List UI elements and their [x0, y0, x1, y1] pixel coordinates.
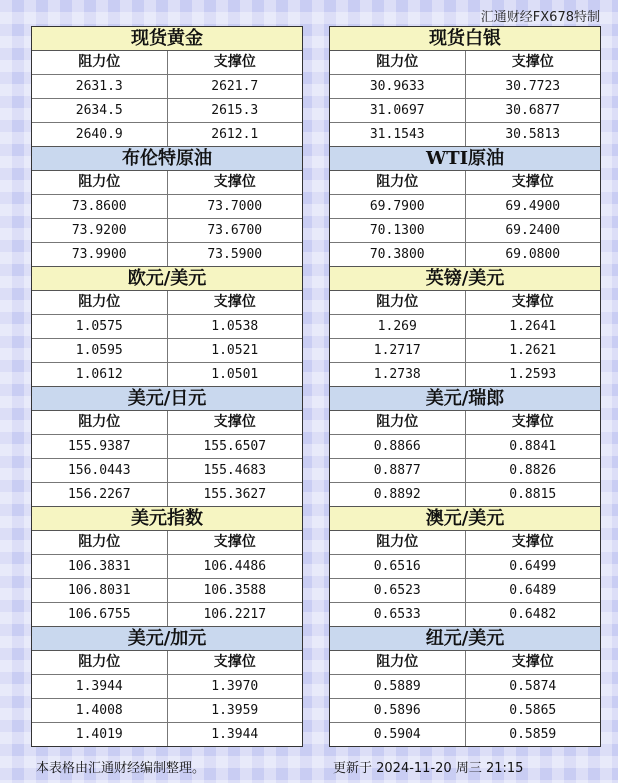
support-header: 支撑位 — [511, 414, 554, 430]
section-title: 美元/加元 — [32, 627, 302, 651]
quote-section — [330, 387, 600, 507]
support-value: 1.2621 — [509, 343, 557, 358]
resistance-value: 30.9633 — [330, 75, 466, 98]
column-header-row — [330, 531, 600, 555]
support-header: 支撑位 — [511, 654, 554, 670]
quote-section — [32, 147, 302, 267]
resistance-value: 155.9387 — [32, 435, 168, 458]
section-title: 现货白银 — [330, 27, 600, 51]
column-header-row — [330, 411, 600, 435]
resistance-value: 2631.3 — [32, 75, 168, 98]
support-header: 支撑位 — [511, 534, 554, 550]
support-header: 支撑位 — [213, 294, 256, 310]
support-value: 1.0501 — [211, 367, 259, 382]
support-value: 155.4683 — [203, 463, 267, 478]
support-value: 0.5859 — [509, 727, 557, 742]
table-row — [32, 435, 302, 459]
table-row — [32, 699, 302, 723]
table-row — [32, 243, 302, 267]
table-row — [330, 243, 600, 267]
quote-section — [330, 627, 600, 746]
support-header: 支撑位 — [213, 534, 256, 550]
resistance-header: 阻力位 — [330, 171, 466, 194]
support-value: 2621.7 — [211, 79, 259, 94]
section-title: 布伦特原油 — [32, 147, 302, 171]
table-row — [330, 555, 600, 579]
column-header-row — [32, 531, 302, 555]
resistance-value: 106.3831 — [32, 555, 168, 578]
table-row — [32, 363, 302, 387]
support-header: 支撑位 — [213, 654, 256, 670]
column-header-row — [32, 651, 302, 675]
column-header-row — [330, 51, 600, 75]
support-value: 0.8841 — [509, 439, 557, 454]
table-row — [330, 603, 600, 627]
resistance-value: 73.9200 — [32, 219, 168, 242]
quote-section — [330, 27, 600, 147]
table-row — [32, 555, 302, 579]
support-value: 30.6877 — [505, 103, 561, 118]
table-row — [32, 315, 302, 339]
column-header-row — [32, 411, 302, 435]
resistance-header: 阻力位 — [32, 531, 168, 554]
resistance-header: 阻力位 — [32, 291, 168, 314]
resistance-value: 69.7900 — [330, 195, 466, 218]
table-row — [32, 675, 302, 699]
resistance-value: 70.1300 — [330, 219, 466, 242]
quote-section — [32, 627, 302, 746]
support-header: 支撑位 — [213, 174, 256, 190]
support-value: 30.5813 — [505, 127, 561, 142]
resistance-value: 73.8600 — [32, 195, 168, 218]
table-row — [330, 435, 600, 459]
resistance-value: 0.8866 — [330, 435, 466, 458]
support-header: 支撑位 — [511, 294, 554, 310]
resistance-value: 0.6523 — [330, 579, 466, 602]
column-header-row — [330, 171, 600, 195]
resistance-value: 156.2267 — [32, 483, 168, 506]
resistance-header: 阻力位 — [330, 291, 466, 314]
footer-note: 本表格由汇通财经编制整理。 — [36, 761, 206, 776]
table-row — [32, 603, 302, 627]
table-row — [330, 363, 600, 387]
resistance-value: 1.0595 — [32, 339, 168, 362]
resistance-value: 1.0575 — [32, 315, 168, 338]
resistance-value: 1.2717 — [330, 339, 466, 362]
table-row — [330, 723, 600, 746]
table-row — [330, 483, 600, 507]
support-value: 2612.1 — [211, 127, 259, 142]
resistance-value: 31.0697 — [330, 99, 466, 122]
left-column — [31, 26, 303, 747]
resistance-value: 0.5896 — [330, 699, 466, 722]
support-header: 支撑位 — [213, 54, 256, 70]
resistance-header: 阻力位 — [330, 51, 466, 74]
resistance-header: 阻力位 — [32, 411, 168, 434]
resistance-header: 阻力位 — [32, 651, 168, 674]
table-row — [32, 459, 302, 483]
table-row — [32, 723, 302, 746]
support-value: 2615.3 — [211, 103, 259, 118]
section-title: 欧元/美元 — [32, 267, 302, 291]
table-row — [32, 483, 302, 507]
table-row — [330, 219, 600, 243]
table-row — [32, 339, 302, 363]
support-value: 69.0800 — [505, 247, 561, 262]
support-value: 73.5900 — [207, 247, 263, 262]
support-value: 73.7000 — [207, 199, 263, 214]
quote-section — [32, 27, 302, 147]
resistance-value: 1.3944 — [32, 675, 168, 698]
resistance-value: 0.6533 — [330, 603, 466, 626]
section-title: 美元/瑞郎 — [330, 387, 600, 411]
resistance-value: 2634.5 — [32, 99, 168, 122]
table-row — [32, 75, 302, 99]
table-row — [330, 579, 600, 603]
support-value: 1.0521 — [211, 343, 259, 358]
resistance-header: 阻力位 — [330, 411, 466, 434]
support-value: 1.0538 — [211, 319, 259, 334]
support-value: 0.8826 — [509, 463, 557, 478]
support-value: 69.4900 — [505, 199, 561, 214]
support-header: 支撑位 — [213, 414, 256, 430]
resistance-header: 阻力位 — [32, 171, 168, 194]
resistance-value: 156.0443 — [32, 459, 168, 482]
table-row — [32, 99, 302, 123]
column-header-row — [32, 171, 302, 195]
quote-section — [330, 507, 600, 627]
resistance-value: 31.1543 — [330, 123, 466, 146]
quote-section — [330, 267, 600, 387]
support-value: 73.6700 — [207, 223, 263, 238]
resistance-value: 1.269 — [330, 315, 466, 338]
support-value: 106.2217 — [203, 607, 267, 622]
support-value: 0.6499 — [509, 559, 557, 574]
resistance-header: 阻力位 — [330, 651, 466, 674]
support-value: 69.2400 — [505, 223, 561, 238]
section-title: 澳元/美元 — [330, 507, 600, 531]
table-row — [330, 123, 600, 147]
column-header-row — [32, 291, 302, 315]
section-title: 英镑/美元 — [330, 267, 600, 291]
table-row — [330, 99, 600, 123]
resistance-header: 阻力位 — [330, 531, 466, 554]
table-row — [330, 195, 600, 219]
section-title: 纽元/美元 — [330, 627, 600, 651]
support-header: 支撑位 — [511, 54, 554, 70]
support-value: 0.5865 — [509, 703, 557, 718]
table-row — [32, 219, 302, 243]
resistance-value: 106.8031 — [32, 579, 168, 602]
support-value: 106.3588 — [203, 583, 267, 598]
column-header-row — [330, 651, 600, 675]
support-value: 30.7723 — [505, 79, 561, 94]
support-value: 1.2593 — [509, 367, 557, 382]
resistance-value: 70.3800 — [330, 243, 466, 266]
support-header: 支撑位 — [511, 174, 554, 190]
support-value: 0.8815 — [509, 487, 557, 502]
resistance-value: 106.6755 — [32, 603, 168, 626]
footer-updated-time: 更新于 2024-11-20 周三 21:15 — [333, 761, 524, 776]
section-title: WTI原油 — [330, 147, 600, 171]
resistance-value: 0.5889 — [330, 675, 466, 698]
quote-section — [32, 507, 302, 627]
support-value: 155.3627 — [203, 487, 267, 502]
resistance-value: 1.4019 — [32, 723, 168, 746]
support-value: 1.3959 — [211, 703, 259, 718]
resistance-value: 2640.9 — [32, 123, 168, 146]
support-value: 155.6507 — [203, 439, 267, 454]
resistance-value: 1.0612 — [32, 363, 168, 386]
resistance-value: 73.9900 — [32, 243, 168, 266]
section-title: 现货黄金 — [32, 27, 302, 51]
watermark: 汇通财经FX678特制 — [480, 10, 600, 25]
support-value: 1.3970 — [211, 679, 259, 694]
table-row — [330, 699, 600, 723]
support-value: 106.4486 — [203, 559, 267, 574]
support-value: 1.2641 — [509, 319, 557, 334]
support-value: 0.6482 — [509, 607, 557, 622]
table-row — [330, 459, 600, 483]
table-row — [330, 675, 600, 699]
table-row — [330, 315, 600, 339]
table-row — [330, 339, 600, 363]
quote-section — [330, 147, 600, 267]
resistance-header: 阻力位 — [32, 51, 168, 74]
resistance-value: 0.8877 — [330, 459, 466, 482]
support-value: 1.3944 — [211, 727, 259, 742]
resistance-value: 0.6516 — [330, 555, 466, 578]
section-title: 美元/日元 — [32, 387, 302, 411]
quote-section — [32, 387, 302, 507]
column-header-row — [330, 291, 600, 315]
resistance-value: 1.4008 — [32, 699, 168, 722]
column-header-row — [32, 51, 302, 75]
quote-section — [32, 267, 302, 387]
table-row — [32, 195, 302, 219]
section-title: 美元指数 — [32, 507, 302, 531]
support-value: 0.5874 — [509, 679, 557, 694]
table-row — [330, 75, 600, 99]
table-row — [32, 579, 302, 603]
resistance-value: 0.8892 — [330, 483, 466, 506]
resistance-value: 1.2738 — [330, 363, 466, 386]
table-row — [32, 123, 302, 147]
support-value: 0.6489 — [509, 583, 557, 598]
resistance-value: 0.5904 — [330, 723, 466, 746]
right-column — [329, 26, 601, 747]
